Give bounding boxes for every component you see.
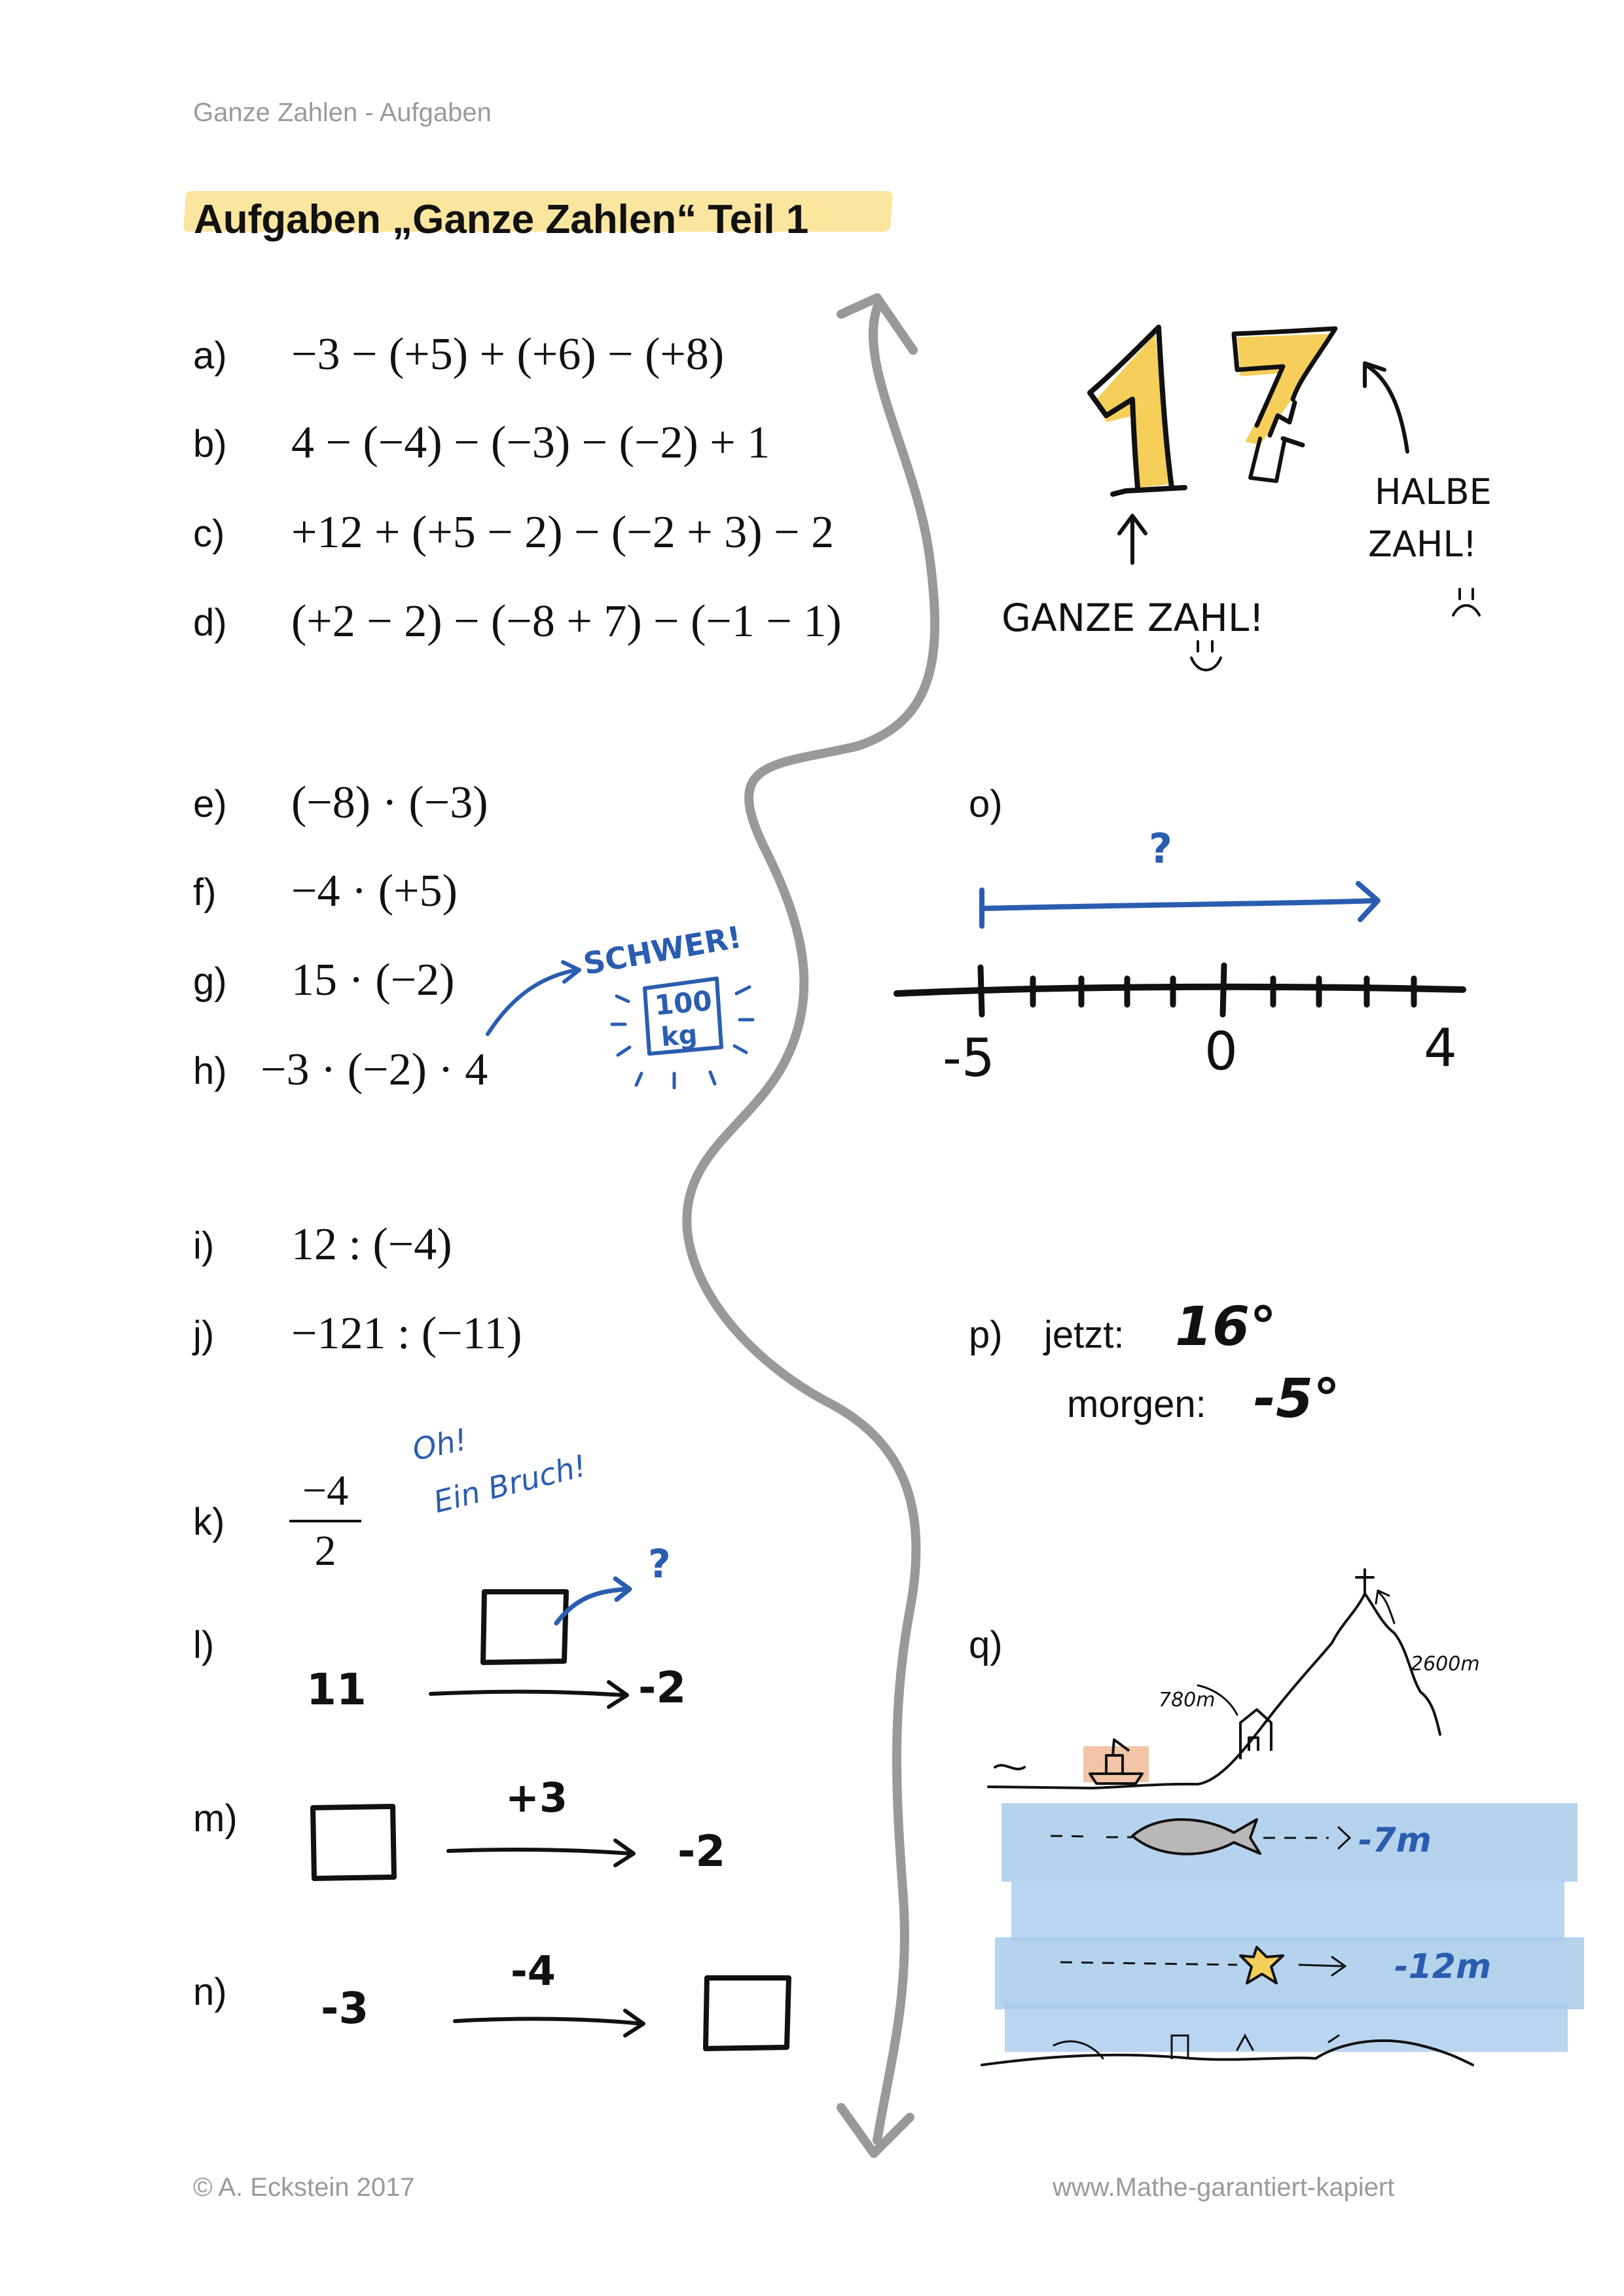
task-q-label: q) — [969, 1624, 1003, 1666]
task-o-tick-zero: 0 — [1204, 1021, 1238, 1082]
task-q-sea-mountain-drawing — [975, 1584, 1597, 2108]
task-o-tick-start: -5 — [943, 1028, 995, 1088]
task-k-label: k) — [193, 1501, 225, 1543]
task-q-star-depth: -12m — [1394, 1947, 1492, 1986]
footer-copyright: © A. Eckstein 2017 — [193, 2173, 415, 2202]
task-f-label: f) — [193, 871, 217, 914]
task-l-label: l) — [193, 1624, 215, 1666]
fraction-denominator: 2 — [314, 1527, 336, 1575]
task-n-label: n) — [193, 1971, 227, 2013]
task-j-expression: −121 : (−11) — [291, 1308, 522, 1359]
task-a-label: a) — [193, 334, 227, 377]
task-l-question: ? — [648, 1541, 671, 1587]
task-g-expression: 15 · (−2) — [291, 955, 455, 1005]
task-i-expression: 12 : (−4) — [291, 1219, 452, 1270]
weight-unit: kg — [660, 1019, 699, 1053]
task-q-fish-depth: -7m — [1358, 1821, 1432, 1860]
footer-website: www.Mathe-garantiert-kapiert — [1053, 2173, 1395, 2202]
weight-number: 100 — [653, 984, 713, 1022]
task-b-label: b) — [193, 423, 227, 465]
task-p-tomorrow-label: morgen: — [1067, 1383, 1206, 1426]
task-p-label: p) — [969, 1314, 1003, 1356]
task-d-label: d) — [193, 601, 227, 644]
task-c-label: c) — [193, 512, 225, 555]
task-p-now-label: jetzt: — [1044, 1314, 1125, 1356]
ganze-zahl-note: GANZE ZAHL! — [1001, 596, 1265, 640]
schwer-note: SCHWER! — [581, 919, 744, 982]
task-f-expression: −4 · (+5) — [291, 866, 458, 916]
task-q-mountain-height: 2600m — [1411, 1653, 1480, 1676]
task-h-expression: −3 · (−2) · 4 — [261, 1045, 488, 1095]
task-q-house-height: 780m — [1159, 1689, 1216, 1712]
fraction-numerator: −4 — [289, 1466, 361, 1522]
bruch-note-line1: Oh! — [409, 1421, 471, 1468]
task-m-end: -2 — [677, 1826, 726, 1876]
task-p-tomorrow-value: -5° — [1254, 1368, 1341, 1430]
halbe-zahl-note-line1: HALBE — [1375, 471, 1492, 512]
task-d-expression: (+2 − 2) − (−8 + 7) − (−1 − 1) — [291, 596, 842, 647]
task-o-question: ? — [1149, 825, 1172, 872]
bruch-note-line2: Ein Bruch! — [430, 1447, 590, 1520]
task-b-expression: 4 − (−4) − (−3) − (−2) + 1 — [291, 418, 770, 468]
task-h-label: h) — [193, 1050, 227, 1092]
task-n-arrow-diagram — [445, 1964, 799, 2062]
task-a-expression: −3 − (+5) + (+6) − (+8) — [291, 329, 725, 380]
page-header: Ganze Zahlen - Aufgaben — [193, 98, 492, 127]
task-m-label: m) — [193, 1797, 238, 1840]
task-l-end: -2 — [638, 1662, 687, 1713]
task-p-now-value: 16° — [1175, 1296, 1277, 1358]
task-e-expression: (−8) · (−3) — [291, 778, 488, 828]
task-e-label: e) — [193, 783, 227, 825]
task-k-fraction — [289, 1466, 361, 1576]
task-g-label: g) — [193, 960, 227, 1003]
task-m-arrow-diagram — [301, 1793, 668, 1885]
task-o-label: o) — [969, 783, 1003, 825]
page-title: Aufgaben „Ganze Zahlen“ Teil 1 — [194, 197, 809, 242]
task-c-expression: +12 + (+5 − 2) − (−2 + 3) − 2 — [291, 507, 835, 558]
halbe-zahl-note-line2: ZAHL! — [1368, 524, 1477, 565]
task-l-start: 11 — [306, 1664, 367, 1715]
task-o-tick-end: 4 — [1424, 1018, 1457, 1079]
task-n-operation: -4 — [511, 1947, 556, 1995]
task-i-label: i) — [193, 1225, 215, 1267]
task-n-start: -3 — [321, 1983, 369, 2034]
task-j-label: j) — [193, 1314, 215, 1356]
task-m-operation: +3 — [505, 1774, 568, 1821]
